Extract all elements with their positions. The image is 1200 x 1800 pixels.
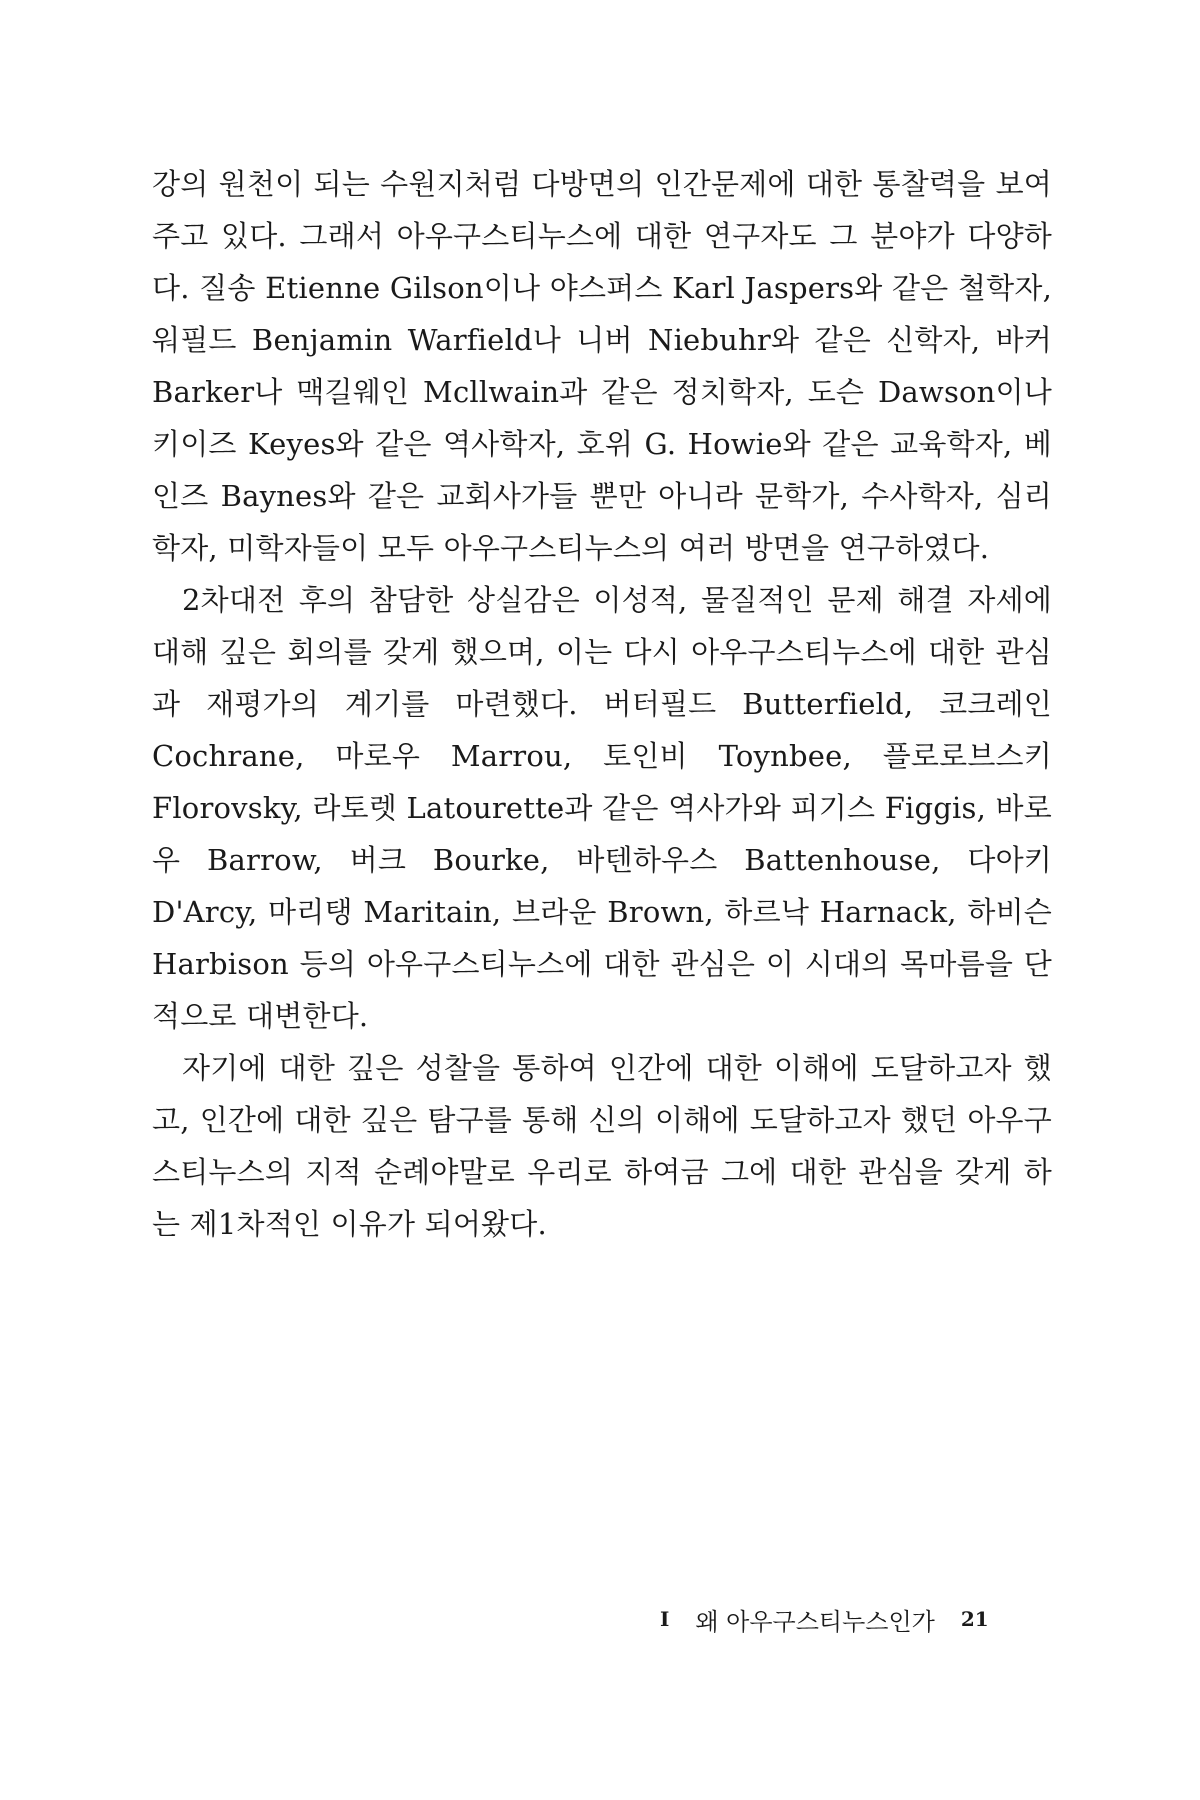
running-title: 왜 아우구스티누스인가 — [695, 1607, 935, 1636]
paragraph-continued: 강의 원천이 되는 수원지처럼 다방면의 인간문제에 대한 통찰력을 보여주고 있다. 그래서 아우구스티누스에 대한 연구자도 그 분야가 다양하다. 질송 Etienne Gilson이나 야스퍼스 Karl Jaspers와 같은 철학자, 워필드 Benjamin Warfield나 니버 Niebuhr와 같은 신학자, 바커 Barker나 맥길웨인 Mcllwain과 같은 정치학자, 도슨 Dawson이나 키이즈 Keyes와 같은 역사학자, 호위 G. Howie와 같은 교육학자, 베인즈 Baynes와 같은 교회사가들 뿐만 아니라 문학가, 수사학자, 심리학자, 미학자들이 모두 아우구스티누스의 여러 방면을 연구하였다. — [152, 167, 1052, 565]
body-text — [152, 158, 1052, 1250]
page-number: 21 — [960, 1607, 989, 1631]
chapter-number: I — [660, 1607, 670, 1631]
paragraph-postwar: 2차대전 후의 참담한 상실감은 이성적, 물질적인 문제 해결 자세에 대해 깊은 회의를 갖게 했으며, 이는 다시 아우구스티누스에 대한 관심과 재평가의 계기를 마련했다. 버터필드 Butterfield, 코크레인 Cochrane, 마로우 Marrou, 토인비 Toynbee, 플로로브스키 Florovsky, 라토렛 Latourette과 같은 역사가와 피기스 Figgis, 바로우 Barrow, 버크 Bourke, 바텐하우스 Battenhouse, 다아키 D'Arcy, 마리탱 Maritain, 브라운 Brown, 하르낙 Harnack, 하비슨 Harbison 등의 아우구스티누스에 대한 관심은 이 시대의 목마름을 단적으로 대변한다. — [152, 583, 1052, 1033]
page-footer — [660, 1601, 1040, 1637]
paragraph-reason: 자기에 대한 깊은 성찰을 통하여 인간에 대한 이해에 도달하고자 했고, 인간에 대한 깊은 탐구를 통해 신의 이해에 도달하고자 했던 아우구스티누스의 지적 순례야말로 우리로 하여금 그에 대한 관심을 갖게 하는 제1차적인 이유가 되어왔다. — [152, 1051, 1052, 1241]
